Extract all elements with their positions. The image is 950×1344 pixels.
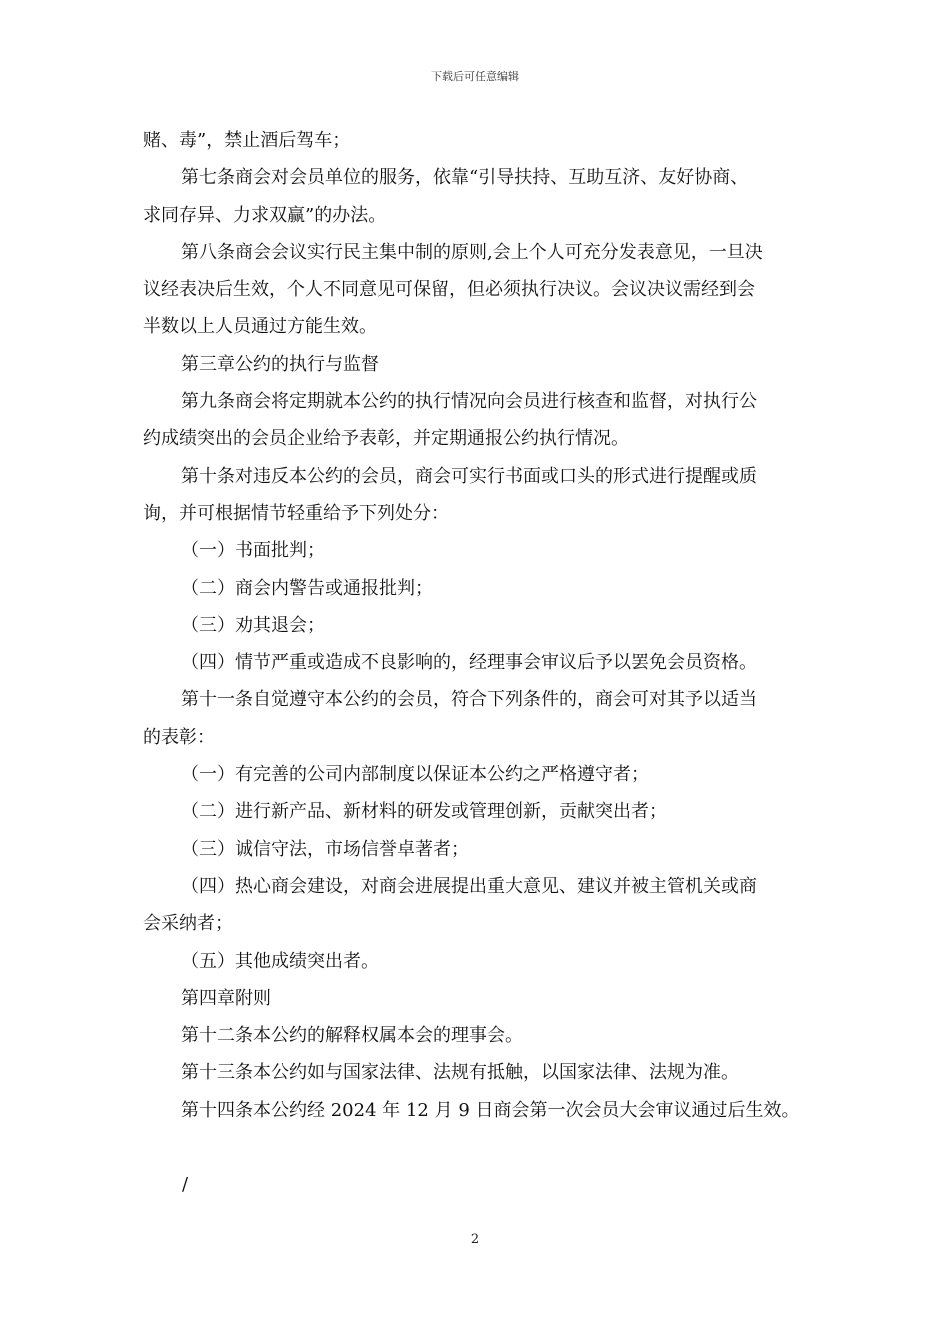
commendation-item-5: （五）其他成绩突出者。 (181, 950, 379, 972)
article-12: 第十二条本公约的解释权属本会的理事会。 (181, 1025, 523, 1047)
commendation-item-4-line-1: （四）热心商会建设，对商会进展提出重大意见、建议并被主管机关或商 (181, 875, 757, 897)
article-8-line-1: 第八条商会会议实行民主集中制的原则,会上个人可充分发表意见，一旦决 (181, 241, 763, 263)
article-13: 第十三条本公约如与国家法律、法规有抵触，以国家法律、法规为准。 (181, 1062, 739, 1084)
article-8-line-3: 半数以上人员通过方能生效。 (143, 316, 377, 338)
page-header: 下载后可任意编辑 (431, 70, 519, 83)
article-11-line-1: 第十一条自觉遵守本公约的会员，符合下列条件的，商会可对其予以适当 (181, 689, 757, 711)
article-14: 第十四条本公约经 2024 年 12 月 9 日商会第一次会员大会审议通过后生效。 (181, 1099, 800, 1121)
article-9-line-2: 约成绩突出的会员企业给予表彰，并定期通报公约执行情况。 (143, 428, 629, 450)
article-7-line-1: 第七条商会对会员单位的服务，依靠“引导扶持、互助互济、友好协商、 (181, 167, 749, 189)
article-10-line-1: 第十条对违反本公约的会员，商会可实行书面或口头的形式进行提醒或质 (181, 465, 757, 487)
article-7-line-2: 求同存异、力求双赢”的办法。 (143, 204, 387, 226)
penalty-item-3: （三）劝其退会； (181, 614, 325, 636)
article-9-line-1: 第九条商会将定期就本公约的执行情况向会员进行核查和监督，对执行公 (181, 391, 757, 413)
commendation-item-1: （一）有完善的公司内部制度以保证本公约之严格遵守者； (181, 764, 649, 786)
article-8-line-2: 议经表决后生效，个人不同意见可保留，但必须执行决议。会议决议需经到会 (143, 279, 755, 301)
penalty-item-4: （四）情节严重或造成不良影响的，经理事会审议后予以罢免会员资格。 (181, 652, 757, 674)
commendation-item-2: （二）进行新产品、新材料的研发或管理创新，贡献突出者； (181, 801, 667, 823)
chapter-3-heading: 第三章公约的执行与监督 (181, 353, 379, 375)
article-11-line-2: 的表彰： (143, 726, 215, 748)
document-body (143, 122, 811, 1129)
chapter-4-heading: 第四章附则 (181, 987, 271, 1009)
penalty-item-1: （一）书面批判； (181, 540, 325, 562)
article-10-line-2: 询，并可根据情节轻重给予下列处分： (143, 502, 449, 524)
commendation-item-4-line-2: 会采纳者； (143, 913, 233, 935)
page-number: 2 (470, 1232, 480, 1247)
penalty-item-2: （二）商会内警告或通报批判； (181, 577, 433, 599)
paragraph-line: 赌、毒”，禁止酒后驾车； (143, 130, 351, 151)
slash-mark: / (182, 1174, 189, 1195)
commendation-item-3: （三）诚信守法，市场信誉卓著者； (181, 838, 469, 860)
